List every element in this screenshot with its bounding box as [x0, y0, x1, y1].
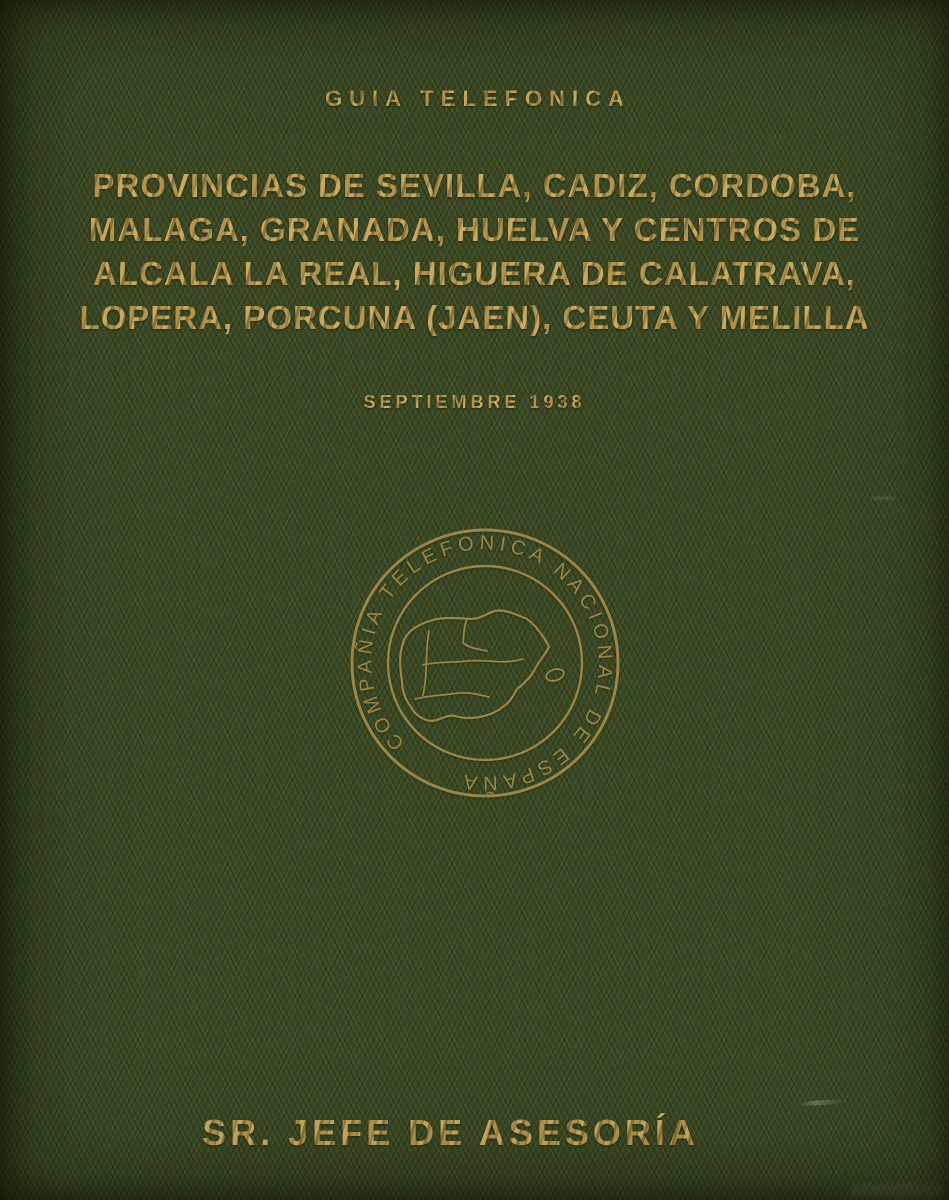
title-line-4: LOPERA, PORCUNA (JAEN), CEUTA Y MELILLA	[0, 296, 949, 340]
owner-title: SR. JEFE DE ASESORÍA	[0, 1112, 925, 1154]
spain-map-icon	[400, 610, 565, 721]
seal-outer-ring	[352, 530, 618, 796]
company-seal	[345, 523, 625, 803]
scratch-mark	[798, 1098, 848, 1106]
title-line-3: ALCALA LA REAL, HIGUERA DE CALATRAVA,	[0, 252, 949, 296]
series-title: GUIA TELEFONICA	[0, 86, 949, 112]
scan-smudge	[851, 1184, 943, 1198]
seal-graphic	[345, 523, 625, 803]
edition-date: SEPTIEMBRE 1938	[0, 392, 949, 413]
title-block	[0, 164, 949, 340]
seal-inner-ring	[388, 566, 582, 760]
balearic-island-icon	[545, 667, 566, 683]
title-line-1: PROVINCIAS DE SEVILLA, CADIZ, CORDOBA,	[0, 164, 949, 208]
scratch-mark	[870, 496, 896, 500]
title-line-2: MALAGA, GRANADA, HUELVA Y CENTROS DE	[0, 208, 949, 252]
seal-ring-text: COMPAÑIA TELEFONICA NACIONAL DE ESPAÑA	[354, 531, 617, 794]
